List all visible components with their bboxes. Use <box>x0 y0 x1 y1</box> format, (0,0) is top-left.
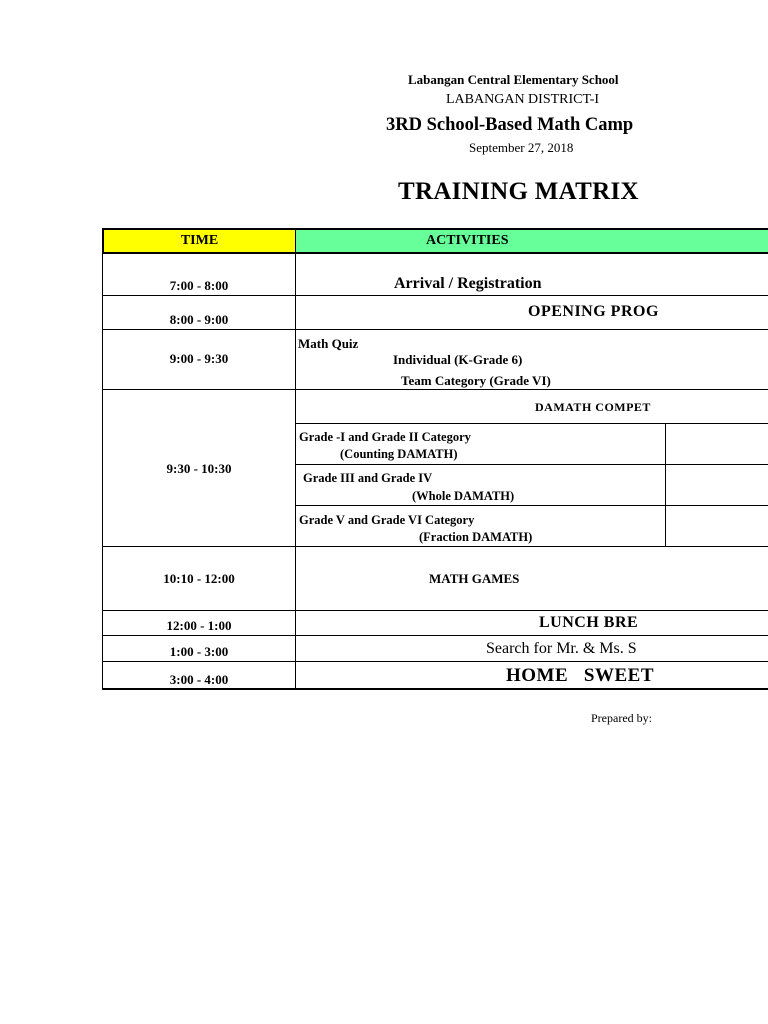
activity-subline: Individual (K-Grade 6) <box>393 352 523 367</box>
activity-cell: MATH GAMES <box>429 571 520 586</box>
row-divider <box>102 389 768 390</box>
time-cell: 10:10 - 12:00 <box>163 571 235 586</box>
activities-column-header: ACTIVITIES <box>296 228 768 254</box>
time-cell: 1:00 - 3:00 <box>169 644 229 659</box>
district-name: LABANGAN DISTRICT-I <box>446 92 600 107</box>
school-name: Labangan Central Elementary School <box>408 72 619 87</box>
row-divider <box>102 610 768 611</box>
row-divider <box>102 546 768 547</box>
activity-subline: Team Category (Grade VI) <box>401 373 551 388</box>
sub-row-divider <box>296 423 768 424</box>
activity-cell: Search for Mr. & Ms. S <box>486 640 637 657</box>
page-title: TRAINING MATRIX <box>398 178 639 205</box>
activity-cell: OPENING PROG <box>528 303 659 320</box>
time-cell: 8:00 - 9:00 <box>169 312 229 327</box>
row-divider <box>102 295 768 296</box>
row-divider <box>102 661 768 662</box>
sub-row-divider <box>296 505 768 506</box>
table-border-bottom <box>102 688 768 690</box>
damath-type: (Fraction DAMATH) <box>419 530 533 544</box>
row-divider <box>102 329 768 330</box>
time-cell: 9:30 - 10:30 <box>166 461 232 476</box>
activity-cell: HOME SWEET <box>506 665 654 686</box>
row-divider <box>102 635 768 636</box>
event-date: September 27, 2018 <box>469 140 574 155</box>
damath-type: (Counting DAMATH) <box>340 447 458 461</box>
activity-cell: LUNCH BRE <box>539 614 639 631</box>
damath-category: Grade -I and Grade II Category <box>299 430 471 444</box>
time-column-header: TIME <box>102 228 296 254</box>
damath-category: Grade III and Grade IV <box>303 471 433 485</box>
event-title: 3RD School-Based Math Camp <box>386 115 634 135</box>
training-matrix-table <box>102 228 768 690</box>
time-cell: 12:00 - 1:00 <box>166 618 232 633</box>
activity-cell: DAMATH COMPET <box>535 400 651 414</box>
activity-cell: Math Quiz <box>298 336 359 351</box>
time-cell: 9:00 - 9:30 <box>169 351 229 366</box>
time-cell: 7:00 - 8:00 <box>169 278 229 293</box>
damath-type: (Whole DAMATH) <box>412 489 515 503</box>
activity-cell: Arrival / Registration <box>394 275 542 292</box>
time-cell: 3:00 - 4:00 <box>169 672 229 687</box>
damath-sub-border <box>665 423 666 547</box>
prepared-by-label: Prepared by: <box>591 711 652 725</box>
damath-category: Grade V and Grade VI Category <box>299 513 475 527</box>
sub-row-divider <box>296 464 768 465</box>
